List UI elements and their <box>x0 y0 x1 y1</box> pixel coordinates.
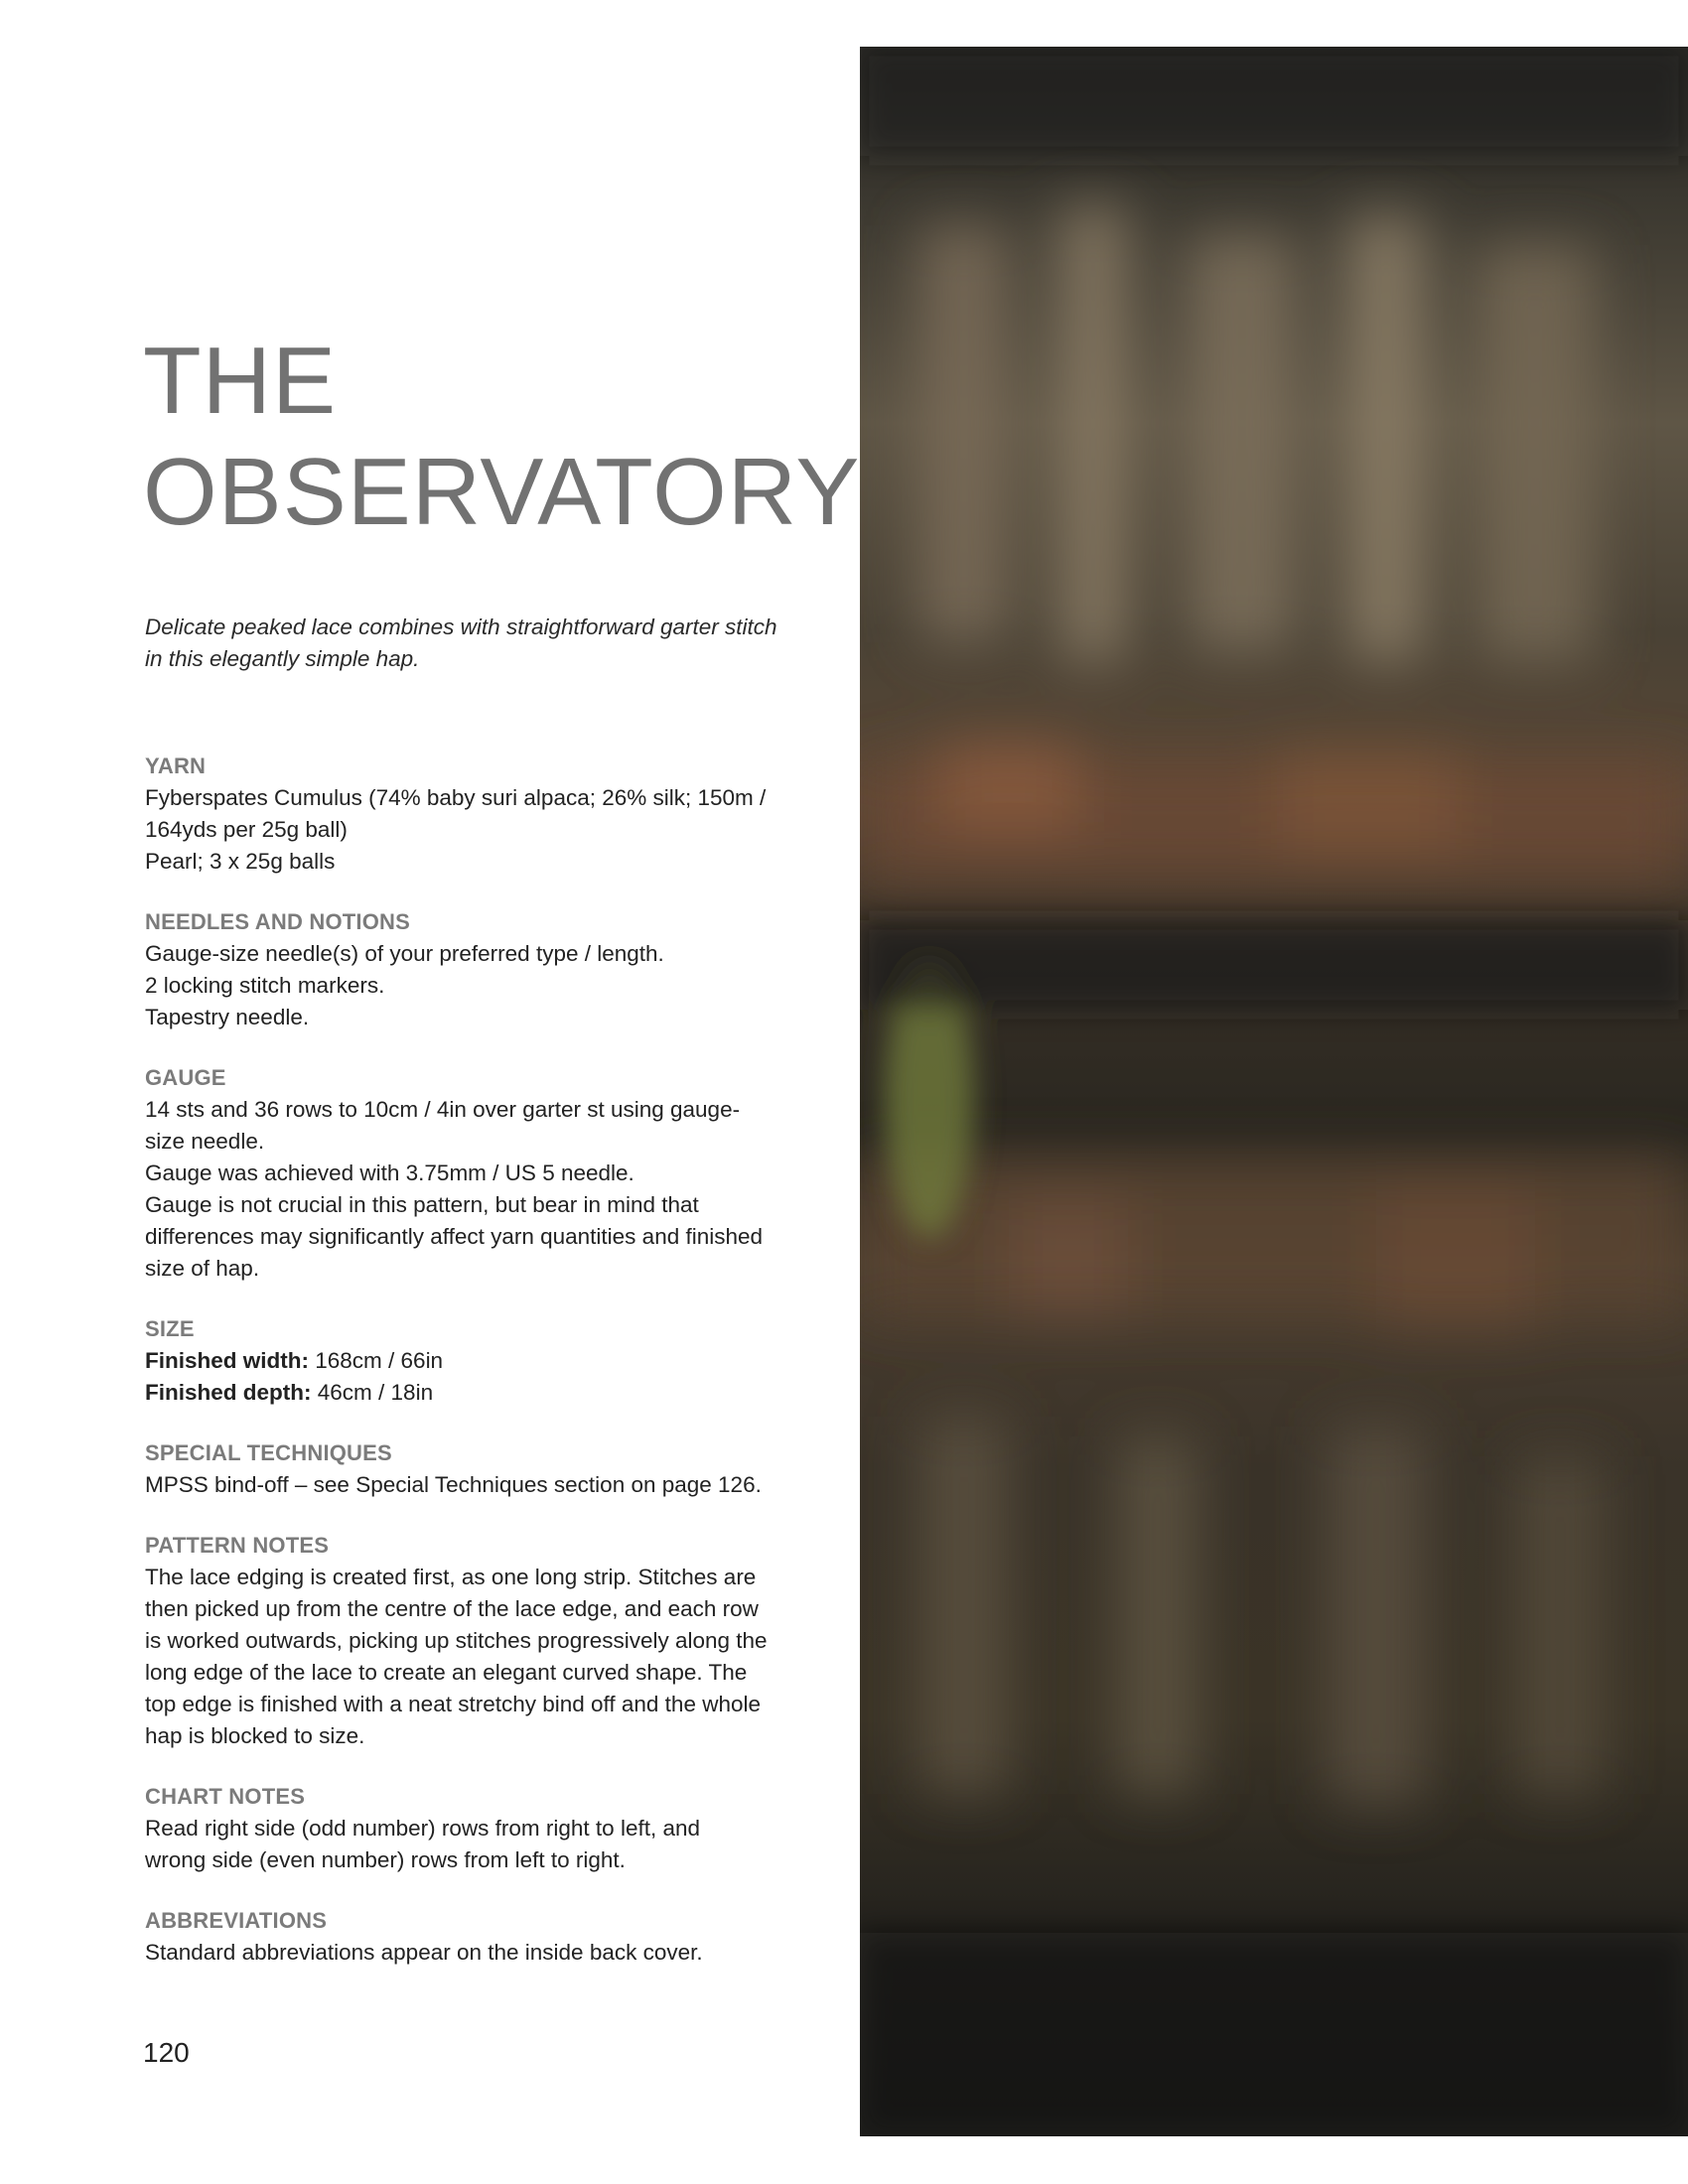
title-line-1: THE <box>143 328 337 434</box>
gauge-line: 14 sts and 36 rows to 10cm / 4in over garter st using gauge- <box>145 1097 741 1122</box>
pattern-notes-heading: PATTERN NOTES <box>145 1533 330 1558</box>
intro-text <box>145 612 830 675</box>
title-line-2: OBSERVATORY <box>143 439 861 545</box>
gauge-line: Gauge was achieved with 3.75mm / US 5 needle. <box>145 1160 634 1185</box>
abbreviations-line: Standard abbreviations appear on the inside back cover. <box>145 1940 703 1965</box>
pattern-notes-line: top edge is finished with a neat stretchy bind off and the whole <box>145 1692 761 1716</box>
gauge-line: Gauge is not crucial in this pattern, but bear in mind that <box>145 1192 699 1217</box>
photo-illustration <box>860 47 1688 2136</box>
page-title <box>143 326 861 548</box>
yarn-line: Pearl; 3 x 25g balls <box>145 849 336 874</box>
yarn-section <box>145 751 830 878</box>
pattern-details <box>145 751 830 1997</box>
needles-line: 2 locking stitch markers. <box>145 973 385 998</box>
abbreviations-section <box>145 1905 830 1969</box>
size-section <box>145 1313 830 1409</box>
yarn-text <box>145 782 830 878</box>
finished-width-label: Finished width: <box>145 1348 309 1373</box>
chart-notes-section <box>145 1781 830 1876</box>
size-heading: SIZE <box>145 1316 195 1341</box>
intro-line-1: Delicate peaked lace combines with straightforward garter stitch <box>145 614 777 639</box>
special-techniques-section <box>145 1437 830 1501</box>
finished-width-value: 168cm / 66in <box>315 1348 444 1373</box>
gauge-heading: GAUGE <box>145 1065 226 1090</box>
chart-notes-line: Read right side (odd number) rows from right to left, and <box>145 1816 701 1841</box>
abbreviations-text <box>145 1937 830 1969</box>
needles-text <box>145 938 830 1033</box>
intro-line-2: in this elegantly simple hap. <box>145 646 420 671</box>
pattern-notes-line: The lace edging is created first, as one long strip. Stitches are <box>145 1565 757 1589</box>
yarn-heading: YARN <box>145 753 207 778</box>
chart-notes-heading: CHART NOTES <box>145 1784 306 1809</box>
pattern-notes-line: is worked outwards, picking up stitches progressively along the <box>145 1628 768 1653</box>
pattern-notes-section <box>145 1530 830 1752</box>
gauge-text <box>145 1094 830 1285</box>
special-techniques-line: MPSS bind-off – see Special Techniques section on page 126. <box>145 1472 762 1497</box>
page-number: 120 <box>143 2037 190 2068</box>
needles-line: Tapestry needle. <box>145 1005 310 1029</box>
finished-depth-label: Finished depth: <box>145 1380 312 1405</box>
needles-heading: NEEDLES AND NOTIONS <box>145 909 411 934</box>
special-techniques-text <box>145 1469 830 1501</box>
needles-line: Gauge-size needle(s) of your preferred type / length. <box>145 941 664 966</box>
pattern-notes-line: then picked up from the centre of the lace edge, and each row <box>145 1596 759 1621</box>
chart-notes-text <box>145 1813 830 1876</box>
gauge-line: size of hap. <box>145 1256 260 1281</box>
pattern-notes-text <box>145 1562 830 1752</box>
finished-depth-value: 46cm / 18in <box>317 1380 434 1405</box>
gauge-line: differences may significantly affect yarn quantities and finished <box>145 1224 764 1249</box>
pattern-notes-line: long edge of the lace to create an elegant curved shape. The <box>145 1660 748 1685</box>
blurred-lake-photo <box>860 47 1688 2136</box>
special-techniques-heading: SPECIAL TECHNIQUES <box>145 1440 392 1465</box>
pattern-notes-line: hap is blocked to size. <box>145 1723 365 1748</box>
chart-notes-line: wrong side (even number) rows from left to right. <box>145 1847 626 1872</box>
abbreviations-heading: ABBREVIATIONS <box>145 1908 328 1933</box>
gauge-section <box>145 1062 830 1285</box>
yarn-line: Fyberspates Cumulus (74% baby suri alpaca; 26% silk; 150m / <box>145 785 767 810</box>
needles-section <box>145 906 830 1033</box>
yarn-line: 164yds per 25g ball) <box>145 817 348 842</box>
size-text <box>145 1345 830 1409</box>
gauge-line: size needle. <box>145 1129 265 1154</box>
